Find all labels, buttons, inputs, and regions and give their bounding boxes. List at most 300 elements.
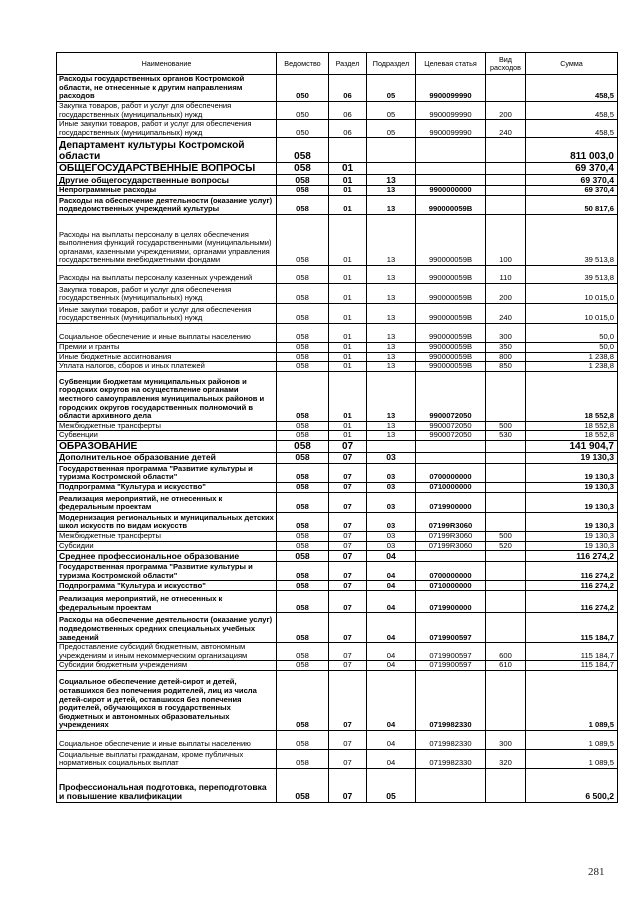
cell-razdel: 07 — [329, 541, 367, 551]
cell-vedomstvo: 058 — [277, 452, 329, 463]
cell-name: Предоставление субсидий бюджетным, автономным учреждениям и иным некоммерческим организациям — [57, 643, 277, 661]
cell-summa: 19 130,3 — [526, 463, 618, 482]
table-row — [57, 482, 618, 492]
cell-vid-rashodov: 500 — [486, 531, 526, 541]
cell-razdel: 07 — [329, 452, 367, 463]
table-row — [57, 463, 618, 482]
cell-vedomstvo: 058 — [277, 323, 329, 342]
cell-podrazdel: 13 — [367, 303, 416, 323]
cell-summa: 39 513,8 — [526, 265, 618, 283]
table-row — [57, 342, 618, 352]
cell-name: Социальное обеспечение и иные выплаты населению — [57, 323, 277, 342]
cell-vid-rashodov: 200 — [486, 283, 526, 303]
cell-podrazdel: 05 — [367, 768, 416, 802]
cell-razdel: 07 — [329, 531, 367, 541]
cell-name: Субсидии бюджетным учреждениям — [57, 661, 277, 671]
cell-vedomstvo: 058 — [277, 661, 329, 671]
cell-summa: 1 089,5 — [526, 730, 618, 749]
cell-vedomstvo: 058 — [277, 463, 329, 482]
cell-podrazdel: 04 — [367, 643, 416, 661]
cell-podrazdel: 13 — [367, 362, 416, 372]
cell-name: Подпрограмма "Культура и искусство" — [57, 581, 277, 591]
cell-podrazdel: 03 — [367, 452, 416, 463]
cell-vedomstvo: 058 — [277, 591, 329, 613]
table-row — [57, 531, 618, 541]
cell-name: Межбюджетные трансферты — [57, 421, 277, 431]
table-row — [57, 431, 618, 441]
cell-podrazdel: 13 — [367, 175, 416, 186]
table-row — [57, 323, 618, 342]
cell-vedomstvo: 058 — [277, 749, 329, 768]
cell-celevaya-statya: 0719900597 — [416, 613, 486, 643]
cell-name: ОБРАЗОВАНИЕ — [57, 440, 277, 452]
cell-summa: 39 513,8 — [526, 214, 618, 265]
cell-vid-rashodov: 300 — [486, 730, 526, 749]
cell-podrazdel: 13 — [367, 421, 416, 431]
cell-summa: 116 274,2 — [526, 591, 618, 613]
cell-vedomstvo: 050 — [277, 75, 329, 102]
cell-vid-rashodov — [486, 75, 526, 102]
cell-vedomstvo: 058 — [277, 562, 329, 581]
cell-name: Социальное обеспечение детей-сирот и детей, оставшихся без попечения родителей, лиц из числа детей-сирот и детей, оставшихся без попечения родителей, обучающихся в государственных бюджетных и автономных образовательных учреждениях — [57, 670, 277, 730]
table-row — [57, 768, 618, 802]
cell-celevaya-statya: 990000059В — [416, 214, 486, 265]
cell-vid-rashodov — [486, 562, 526, 581]
cell-vid-rashodov: 300 — [486, 323, 526, 342]
cell-podrazdel: 05 — [367, 102, 416, 120]
cell-vid-rashodov: 520 — [486, 541, 526, 551]
cell-celevaya-statya — [416, 452, 486, 463]
table-row — [57, 591, 618, 613]
cell-vedomstvo: 058 — [277, 431, 329, 441]
cell-summa: 458,5 — [526, 120, 618, 138]
header-vid-rashodov: Вид расходов — [486, 53, 526, 75]
table-row — [57, 265, 618, 283]
cell-summa: 69 370,4 — [526, 175, 618, 186]
cell-summa: 1 238,8 — [526, 352, 618, 362]
table-row — [57, 492, 618, 512]
cell-vedomstvo: 058 — [277, 492, 329, 512]
cell-vid-rashodov — [486, 163, 526, 175]
cell-celevaya-statya: 9900099990 — [416, 102, 486, 120]
table-header — [57, 53, 618, 75]
cell-razdel: 07 — [329, 749, 367, 768]
header-razdel: Раздел — [329, 53, 367, 75]
cell-name: Дополнительное образование детей — [57, 452, 277, 463]
table-row — [57, 195, 618, 214]
cell-vid-rashodov — [486, 670, 526, 730]
cell-vedomstvo: 058 — [277, 214, 329, 265]
cell-podrazdel: 03 — [367, 531, 416, 541]
cell-razdel: 01 — [329, 163, 367, 175]
cell-summa: 115 184,7 — [526, 613, 618, 643]
cell-name: Государственная программа "Развитие культуры и туризма Костромской области" — [57, 562, 277, 581]
cell-podrazdel: 04 — [367, 749, 416, 768]
cell-vid-rashodov — [486, 371, 526, 421]
cell-vedomstvo: 058 — [277, 581, 329, 591]
cell-vid-rashodov: 320 — [486, 749, 526, 768]
cell-name: Социальное обеспечение и иные выплаты населению — [57, 730, 277, 749]
cell-celevaya-statya: 990000059В — [416, 362, 486, 372]
cell-vedomstvo: 058 — [277, 163, 329, 175]
cell-razdel: 06 — [329, 120, 367, 138]
cell-vedomstvo: 058 — [277, 303, 329, 323]
cell-summa: 115 184,7 — [526, 661, 618, 671]
table-row — [57, 175, 618, 186]
header-podrazdel: Подраздел — [367, 53, 416, 75]
cell-razdel: 07 — [329, 768, 367, 802]
cell-podrazdel: 04 — [367, 562, 416, 581]
cell-celevaya-statya: 0719982330 — [416, 670, 486, 730]
cell-name: Реализация мероприятий, не отнесенных к федеральным проектам — [57, 591, 277, 613]
cell-razdel: 07 — [329, 613, 367, 643]
cell-podrazdel: 13 — [367, 214, 416, 265]
cell-podrazdel: 13 — [367, 323, 416, 342]
cell-vedomstvo: 058 — [277, 186, 329, 196]
cell-podrazdel: 13 — [367, 186, 416, 196]
cell-razdel: 01 — [329, 362, 367, 372]
cell-razdel: 07 — [329, 591, 367, 613]
cell-name: Иные бюджетные ассигнования — [57, 352, 277, 362]
cell-summa: 115 184,7 — [526, 643, 618, 661]
cell-celevaya-statya — [416, 138, 486, 163]
cell-razdel: 01 — [329, 195, 367, 214]
cell-name: Департамент культуры Костромской области — [57, 138, 277, 163]
cell-vedomstvo: 058 — [277, 421, 329, 431]
cell-summa: 811 003,0 — [526, 138, 618, 163]
cell-summa: 141 904,7 — [526, 440, 618, 452]
cell-vid-rashodov: 200 — [486, 102, 526, 120]
cell-name: Реализация мероприятий, не отнесенных к федеральным проектам — [57, 492, 277, 512]
cell-vid-rashodov: 610 — [486, 661, 526, 671]
cell-vedomstvo: 058 — [277, 768, 329, 802]
cell-summa: 18 552,8 — [526, 431, 618, 441]
cell-vedomstvo: 058 — [277, 440, 329, 452]
cell-summa: 18 552,8 — [526, 371, 618, 421]
cell-razdel: 06 — [329, 75, 367, 102]
cell-celevaya-statya: 990000059В — [416, 352, 486, 362]
header-celevaya-statya: Целевая статья — [416, 53, 486, 75]
cell-podrazdel: 13 — [367, 342, 416, 352]
cell-summa: 19 130,3 — [526, 452, 618, 463]
header-summa: Сумма — [526, 53, 618, 75]
cell-razdel: 01 — [329, 186, 367, 196]
cell-summa: 50 817,6 — [526, 195, 618, 214]
cell-celevaya-statya: 0719900597 — [416, 661, 486, 671]
table-row — [57, 362, 618, 372]
cell-vedomstvo: 058 — [277, 730, 329, 749]
cell-name: ОБЩЕГОСУДАРСТВЕННЫЕ ВОПРОСЫ — [57, 163, 277, 175]
cell-name: Расходы на выплаты персоналу казенных учреждений — [57, 265, 277, 283]
cell-celevaya-statya: 07199R3060 — [416, 512, 486, 531]
table-row — [57, 512, 618, 531]
cell-razdel: 01 — [329, 352, 367, 362]
cell-celevaya-statya: 990000059В — [416, 323, 486, 342]
cell-razdel: 01 — [329, 342, 367, 352]
cell-vid-rashodov — [486, 463, 526, 482]
cell-vid-rashodov — [486, 138, 526, 163]
cell-vid-rashodov — [486, 186, 526, 196]
cell-vid-rashodov: 240 — [486, 303, 526, 323]
cell-podrazdel: 13 — [367, 195, 416, 214]
cell-celevaya-statya: 0719982330 — [416, 730, 486, 749]
cell-razdel: 07 — [329, 670, 367, 730]
cell-vid-rashodov — [486, 492, 526, 512]
cell-vid-rashodov — [486, 551, 526, 562]
cell-vedomstvo: 058 — [277, 352, 329, 362]
cell-celevaya-statya: 990000059В — [416, 342, 486, 352]
cell-vid-rashodov: 500 — [486, 421, 526, 431]
cell-vedomstvo: 050 — [277, 120, 329, 138]
cell-summa: 50,0 — [526, 342, 618, 352]
cell-vid-rashodov — [486, 195, 526, 214]
cell-summa: 458,5 — [526, 75, 618, 102]
cell-razdel: 07 — [329, 643, 367, 661]
cell-podrazdel: 04 — [367, 591, 416, 613]
cell-name: Непрограммные расходы — [57, 186, 277, 196]
cell-name: Субсидии — [57, 541, 277, 551]
table-row — [57, 214, 618, 265]
cell-celevaya-statya: 9900072050 — [416, 431, 486, 441]
table-row — [57, 670, 618, 730]
cell-vid-rashodov: 240 — [486, 120, 526, 138]
cell-razdel — [329, 138, 367, 163]
cell-vid-rashodov: 850 — [486, 362, 526, 372]
cell-vid-rashodov — [486, 175, 526, 186]
table-row — [57, 163, 618, 175]
cell-name: Другие общегосударственные вопросы — [57, 175, 277, 186]
cell-vedomstvo: 058 — [277, 541, 329, 551]
header-row — [57, 53, 618, 75]
cell-razdel: 07 — [329, 551, 367, 562]
cell-summa: 458,5 — [526, 102, 618, 120]
cell-vedomstvo: 058 — [277, 643, 329, 661]
cell-celevaya-statya: 9900000000 — [416, 186, 486, 196]
cell-celevaya-statya: 990000059В — [416, 265, 486, 283]
cell-podrazdel: 05 — [367, 75, 416, 102]
cell-vedomstvo: 058 — [277, 371, 329, 421]
cell-razdel: 07 — [329, 440, 367, 452]
cell-razdel: 07 — [329, 463, 367, 482]
cell-name: Расходы на обеспечение деятельности (оказание услуг) подведомственных учреждений культуры — [57, 195, 277, 214]
table-row — [57, 421, 618, 431]
cell-celevaya-statya: 0719900000 — [416, 492, 486, 512]
cell-summa: 19 130,3 — [526, 492, 618, 512]
table-row — [57, 749, 618, 768]
cell-name: Среднее профессиональное образование — [57, 551, 277, 562]
cell-podrazdel: 04 — [367, 661, 416, 671]
table-row — [57, 452, 618, 463]
cell-podrazdel: 05 — [367, 120, 416, 138]
cell-vid-rashodov — [486, 768, 526, 802]
cell-podrazdel: 04 — [367, 581, 416, 591]
cell-razdel: 01 — [329, 421, 367, 431]
cell-vedomstvo: 058 — [277, 138, 329, 163]
header-vedomstvo: Ведомство — [277, 53, 329, 75]
cell-razdel: 01 — [329, 303, 367, 323]
page-number: 281 — [588, 866, 605, 878]
cell-razdel: 01 — [329, 283, 367, 303]
table-row — [57, 75, 618, 102]
cell-podrazdel: 04 — [367, 670, 416, 730]
cell-vid-rashodov: 110 — [486, 265, 526, 283]
cell-celevaya-statya: 0719900597 — [416, 643, 486, 661]
cell-summa: 6 500,2 — [526, 768, 618, 802]
table-row — [57, 371, 618, 421]
cell-name: Субвенции бюджетам муниципальных районов и городских округов на осуществление органами местного самоуправления муниципальных районов и городских округов государственных полномочий в области архивного дела — [57, 371, 277, 421]
cell-vid-rashodov — [486, 581, 526, 591]
table-body — [57, 75, 618, 803]
cell-podrazdel: 13 — [367, 431, 416, 441]
table-row — [57, 352, 618, 362]
cell-celevaya-statya: 0719982330 — [416, 749, 486, 768]
cell-podrazdel: 13 — [367, 265, 416, 283]
cell-name: Иные закупки товаров, работ и услуг для обеспечения государственных (муниципальных) нужд — [57, 120, 277, 138]
cell-razdel: 01 — [329, 371, 367, 421]
cell-name: Иные закупки товаров, работ и услуг для обеспечения государственных (муниципальных) нужд — [57, 303, 277, 323]
cell-celevaya-statya: 990000059В — [416, 195, 486, 214]
cell-summa: 10 015,0 — [526, 303, 618, 323]
cell-vid-rashodov — [486, 512, 526, 531]
cell-podrazdel: 04 — [367, 613, 416, 643]
cell-podrazdel — [367, 440, 416, 452]
cell-name: Уплата налогов, сборов и иных платежей — [57, 362, 277, 372]
cell-vid-rashodov — [486, 440, 526, 452]
cell-razdel: 07 — [329, 512, 367, 531]
cell-celevaya-statya: 0710000000 — [416, 482, 486, 492]
cell-vid-rashodov: 530 — [486, 431, 526, 441]
table-row — [57, 440, 618, 452]
cell-vid-rashodov: 350 — [486, 342, 526, 352]
cell-summa: 69 370,4 — [526, 186, 618, 196]
cell-celevaya-statya — [416, 163, 486, 175]
cell-vedomstvo: 058 — [277, 362, 329, 372]
table-row — [57, 138, 618, 163]
cell-razdel: 07 — [329, 661, 367, 671]
cell-summa: 116 274,2 — [526, 551, 618, 562]
cell-podrazdel: 13 — [367, 352, 416, 362]
cell-name: Государственная программа "Развитие культуры и туризма Костромской области" — [57, 463, 277, 482]
cell-razdel: 06 — [329, 102, 367, 120]
table-row — [57, 102, 618, 120]
cell-summa: 116 274,2 — [526, 581, 618, 591]
cell-vedomstvo: 058 — [277, 512, 329, 531]
cell-name: Закупка товаров, работ и услуг для обеспечения государственных (муниципальных) нужд — [57, 283, 277, 303]
budget-table — [56, 52, 618, 803]
cell-vedomstvo: 058 — [277, 551, 329, 562]
header-name: Наименование — [57, 53, 277, 75]
cell-name: Расходы государственных органов Костромской области, не отнесенные к другим направлениям расходов — [57, 75, 277, 102]
cell-summa: 1 089,5 — [526, 670, 618, 730]
table-row — [57, 541, 618, 551]
cell-summa: 19 130,3 — [526, 541, 618, 551]
cell-celevaya-statya: 990000059В — [416, 283, 486, 303]
cell-celevaya-statya: 07199R3060 — [416, 531, 486, 541]
cell-celevaya-statya — [416, 551, 486, 562]
cell-podrazdel: 03 — [367, 492, 416, 512]
cell-name: Социальные выплаты гражданам, кроме публичных нормативных социальных выплат — [57, 749, 277, 768]
cell-celevaya-statya: 990000059В — [416, 303, 486, 323]
cell-razdel: 07 — [329, 482, 367, 492]
cell-razdel: 01 — [329, 323, 367, 342]
cell-vedomstvo: 058 — [277, 482, 329, 492]
cell-summa: 18 552,8 — [526, 421, 618, 431]
cell-name: Субвенции — [57, 431, 277, 441]
cell-name: Подпрограмма "Культура и искусство" — [57, 482, 277, 492]
cell-razdel: 01 — [329, 265, 367, 283]
cell-vedomstvo: 058 — [277, 613, 329, 643]
cell-celevaya-statya: 0710000000 — [416, 581, 486, 591]
cell-celevaya-statya: 0700000000 — [416, 562, 486, 581]
cell-vid-rashodov — [486, 452, 526, 463]
cell-celevaya-statya: 9900099990 — [416, 120, 486, 138]
cell-celevaya-statya: 0700000000 — [416, 463, 486, 482]
cell-celevaya-statya: 9900072050 — [416, 371, 486, 421]
table-row — [57, 303, 618, 323]
cell-celevaya-statya — [416, 440, 486, 452]
cell-name: Межбюджетные трансферты — [57, 531, 277, 541]
table-row — [57, 562, 618, 581]
table-row — [57, 186, 618, 196]
table-row — [57, 613, 618, 643]
table-row — [57, 730, 618, 749]
table-row — [57, 283, 618, 303]
cell-podrazdel: 03 — [367, 482, 416, 492]
cell-summa: 19 130,3 — [526, 512, 618, 531]
cell-name: Закупка товаров, работ и услуг для обеспечения государственных (муниципальных) нужд — [57, 102, 277, 120]
cell-celevaya-statya: 9900072050 — [416, 421, 486, 431]
cell-celevaya-statya — [416, 175, 486, 186]
cell-razdel: 07 — [329, 581, 367, 591]
table-row — [57, 661, 618, 671]
cell-summa: 1 089,5 — [526, 749, 618, 768]
cell-razdel: 01 — [329, 214, 367, 265]
table-row — [57, 120, 618, 138]
cell-vedomstvo: 058 — [277, 195, 329, 214]
cell-name: Модернизация региональных и муниципальных детских школ искусств по видам искусств — [57, 512, 277, 531]
cell-name: Расходы на обеспечение деятельности (оказание услуг) подведомственных средних специальных учебных заведений — [57, 613, 277, 643]
cell-vid-rashodov: 800 — [486, 352, 526, 362]
cell-summa: 10 015,0 — [526, 283, 618, 303]
cell-celevaya-statya: 9900099990 — [416, 75, 486, 102]
cell-podrazdel: 03 — [367, 512, 416, 531]
cell-podrazdel: 03 — [367, 541, 416, 551]
table-row — [57, 551, 618, 562]
cell-vedomstvo: 050 — [277, 102, 329, 120]
cell-celevaya-statya: 07199R3060 — [416, 541, 486, 551]
cell-summa: 19 130,3 — [526, 482, 618, 492]
cell-name: Расходы на выплаты персоналу в целях обеспечения выполнения функций государственными (муниципальными) органами, казенными учреждениями, органами управления государственными внебюджетными фондами — [57, 214, 277, 265]
cell-summa: 69 370,4 — [526, 163, 618, 175]
cell-vedomstvo: 058 — [277, 265, 329, 283]
cell-vedomstvo: 058 — [277, 175, 329, 186]
cell-podrazdel: 04 — [367, 551, 416, 562]
cell-podrazdel: 04 — [367, 730, 416, 749]
cell-vedomstvo: 058 — [277, 531, 329, 541]
cell-podrazdel: 13 — [367, 283, 416, 303]
cell-vid-rashodov — [486, 613, 526, 643]
cell-razdel: 07 — [329, 492, 367, 512]
cell-razdel: 07 — [329, 562, 367, 581]
cell-celevaya-statya — [416, 768, 486, 802]
cell-celevaya-statya: 0719900000 — [416, 591, 486, 613]
cell-summa: 1 238,8 — [526, 362, 618, 372]
cell-podrazdel: 13 — [367, 371, 416, 421]
cell-podrazdel: 03 — [367, 463, 416, 482]
cell-vedomstvo: 058 — [277, 342, 329, 352]
table-row — [57, 643, 618, 661]
cell-summa: 19 130,3 — [526, 531, 618, 541]
